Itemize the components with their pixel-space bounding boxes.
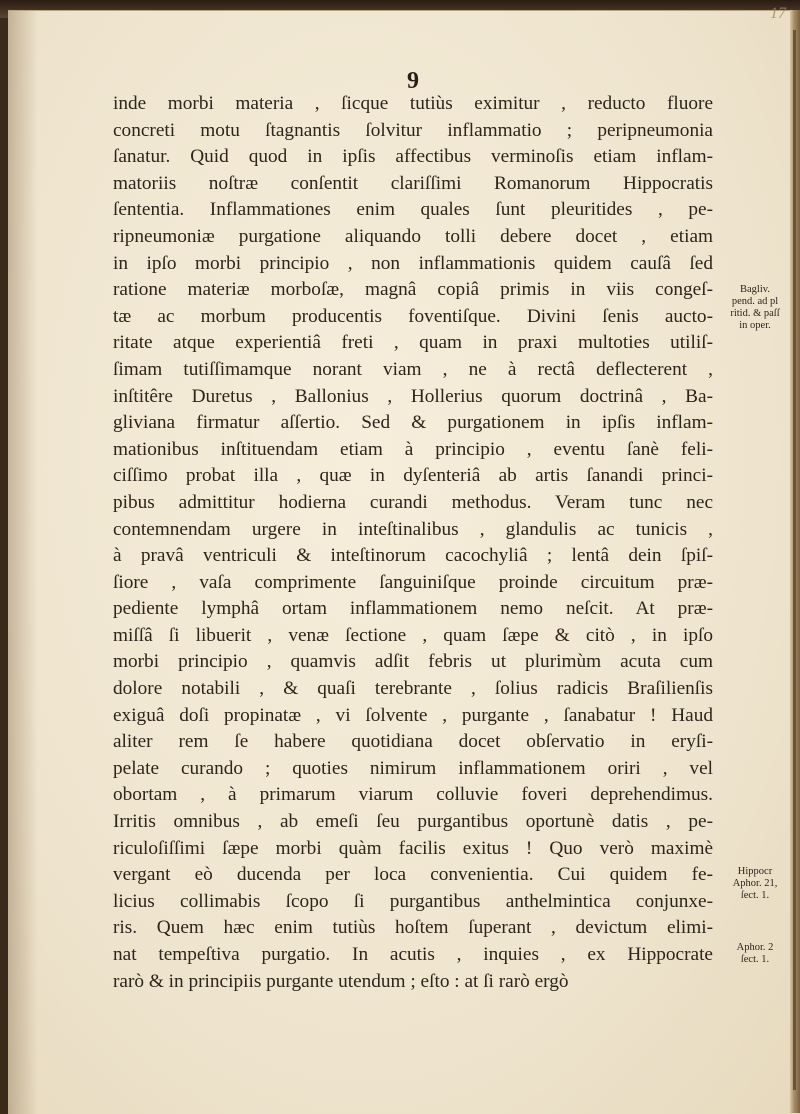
folio-mark: 17 <box>770 5 786 22</box>
text-line: dolore notabili , & quaſi terebrante , ſolius radicis Braſilienſis <box>113 678 713 700</box>
text-line: in ipſo morbi principio , non inflammationis quidem cauſâ ſed <box>113 252 713 274</box>
marginal-note-line: Bagliv. <box>740 284 770 295</box>
text-line: ciſſimo probat illa , quæ in dyſenteriâ ab artis ſanandi princi- <box>113 465 713 487</box>
text-line: ritate atque experientiâ freti , quam in praxi multoties utiliſ- <box>113 332 713 354</box>
marginal-note-hippocrates <box>721 866 789 902</box>
text-line: ſiore , vaſa comprimente ſanguiniſque proinde circuitum præ- <box>113 571 713 593</box>
text-line: à pravâ ventriculi & inteſtinorum cacochyliâ ; lentâ dein ſpiſ- <box>113 545 713 567</box>
marginal-note-aphorism <box>721 942 789 966</box>
text-line: licius collimabis ſcopo ſi purgantibus anthelmintica conjunxe- <box>113 890 713 912</box>
text-line: pediente lymphâ ortam inflammationem nemo neſcit. At præ- <box>113 598 713 620</box>
text-line: contemnendam urgere in inteſtinalibus , glandulis ac tunicis , <box>113 518 713 540</box>
marginal-note-line: Aphor. 21, <box>732 878 778 889</box>
marginal-note-line: Aphor. 2 <box>736 942 774 953</box>
text-line: miſſâ ſi libuerit , venæ ſectione , quam ſæpe & citò , in ipſo <box>113 624 713 646</box>
text-line: matoriis noſtræ conſentit clariſſimi Romanorum Hippocratis <box>113 172 713 194</box>
marginal-note-line: ſect. 1. <box>740 954 770 965</box>
text-line: ſententia. Inflammationes enim quales ſunt pleuritides , pe- <box>113 199 713 221</box>
text-line: aliter rem ſe habere quotidiana docet obſervatio in eryſi- <box>113 731 713 753</box>
text-line: inde morbi materia , ſicque tutiùs eximitur , reducto fluore <box>113 93 713 114</box>
marginal-note-line: Hippocr <box>737 866 773 877</box>
text-line: ſanatur. Quid quod in ipſis affectibus verminoſis etiam inflam- <box>113 146 713 168</box>
text-line: pibus admittitur hodierna curandi methodus. Veram tunc nec <box>113 491 713 513</box>
page-edge-rule <box>793 30 796 1090</box>
body-text <box>113 91 713 995</box>
marginal-note-line: ſect. 1. <box>740 890 770 901</box>
text-line: gliviana firmatur aſſertio. Sed & purgationem in ipſis inflam- <box>113 412 713 434</box>
text-line: pelate curando ; quoties nimirum inflammationem oriri , vel <box>113 757 713 779</box>
text-line: inſtitêre Duretus , Ballonius , Hollerius quorum doctrinâ , Ba- <box>113 385 713 407</box>
text-line: rarò & in principiis purgante utendum ; eſto : at ſi rarò ergò <box>113 970 569 992</box>
marginal-note-line: in oper. <box>739 320 771 331</box>
text-line: mationibus inſtituendam etiam à principio , eventu ſanè feli- <box>113 438 713 460</box>
marginal-note-line: pend. ad pl <box>731 296 779 307</box>
text-line: concreti motu ſtagnantis ſolvitur inflammatio ; peripneumonia <box>113 119 713 141</box>
text-line: riculoſiſſimi ſæpe morbi quàm facilis exitus ! Quo verò maximè <box>113 837 713 859</box>
marginal-note-line: ritid. & paſſ <box>730 308 780 319</box>
text-line: nat tempeſtiva purgatio. In acutis , inquies , ex Hippocrate <box>113 944 713 965</box>
text-line: ris. Quem hæc enim tutiùs hoſtem ſuperant , devictum elimi- <box>113 917 713 939</box>
page-number: 9 <box>407 68 419 94</box>
text-line: ripneumoniæ purgatione aliquando tolli debere docet , etiam <box>113 225 713 247</box>
text-line: Irritis omnibus , ab emeſi ſeu purgantibus oportunè datis , pe- <box>113 811 713 833</box>
text-line: vergant eò ducenda per loca convenientia. Cui quidem fe- <box>113 864 713 886</box>
text-line: ſimam tutiſſimamque norant viam , ne à rectâ deflecterent , <box>113 358 713 380</box>
marginal-note-baglivi <box>721 284 789 332</box>
text-line: morbi principio , quamvis adſit febris ut plurimùm acuta cum <box>113 651 713 673</box>
text-line: obortam , à primarum viarum colluvie foveri deprehendimus. <box>113 784 713 806</box>
text-line: tæ ac morbum producentis foventiſque. Divini ſenis aucto- <box>113 305 713 327</box>
text-line: ratione materiæ morboſæ, magnâ copiâ primis in viis congeſ- <box>113 279 713 301</box>
text-line: exiguâ doſi propinatæ , vi ſolvente , purgante , ſanabatur ! Haud <box>113 704 713 726</box>
